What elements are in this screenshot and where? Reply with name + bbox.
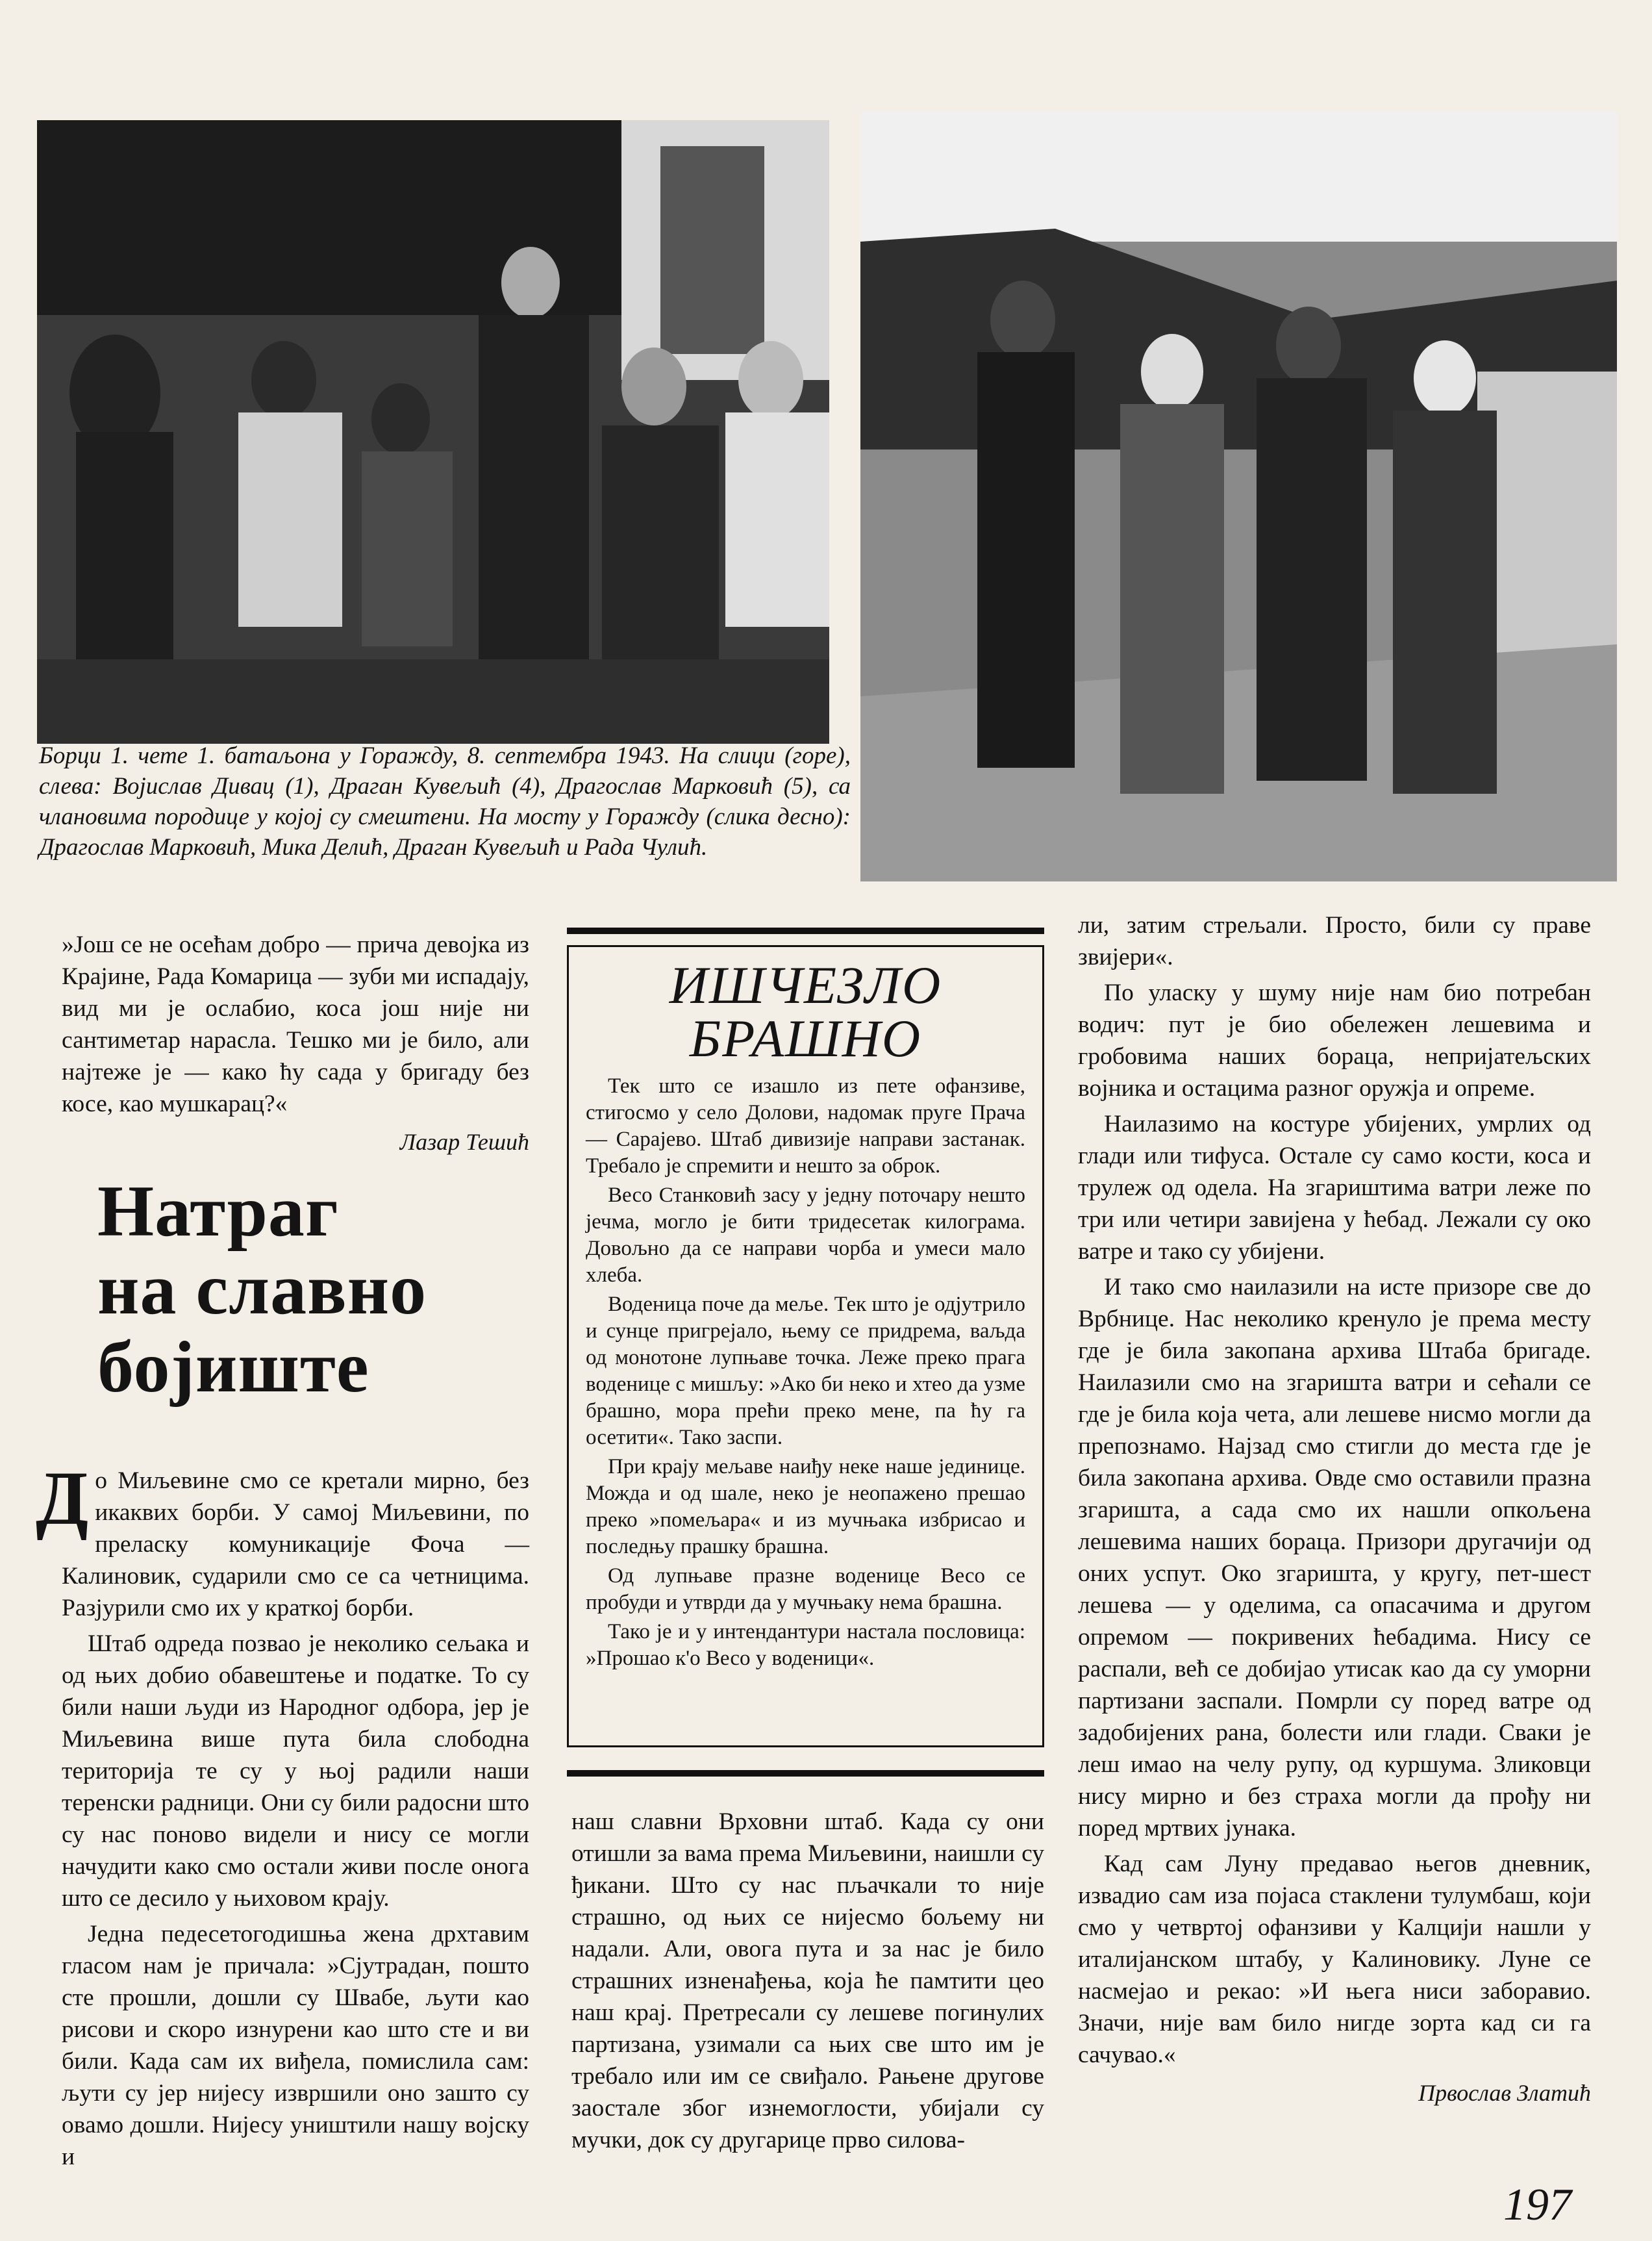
quote-text: »Још се не осећам добро — прича девојка из Крајине, Рада Комарица — зуби ми испадају, вид ми је ослабио, коса још није ни сантиметар нарасла. Тешко ми је било, али најтеже је — како ћу сада у бригаду без косе, као мушкарац?« — [62, 931, 529, 1117]
sidebar-text — [586, 1073, 1025, 1672]
headline-line-3: бојиште — [97, 1327, 369, 1408]
article-paragraph: По уласку у шуму није нам био потребан водич: пут је био обележен лешевима и гробовима наших бораца, непријатељских војника и остацима разног оружја и опреме. — [1078, 980, 1591, 1102]
sidebar-top-rule — [567, 928, 1044, 934]
sidebar-paragraph: Воденица поче да меље. Тек што је одјутрило и сунце пригрејало, њему се придрема, ваљда од монотоне лупњаве точка. Леже преко прага воденице с мишљу: »Ако би неко и хтео да узме брашно, мора прећи преко мене, па ћу га осетити«. Тако заспи. — [586, 1293, 1025, 1449]
sidebar-paragraph: Тек што се изашло из пете офанзиве, стигосмо у село Долови, надомак пруге Прача — Сарајево. Штаб дивизије направи застанак. Требало је спремити и нешто за оброк. — [586, 1074, 1025, 1178]
article-paragraph: И тако смо наилазили на исте призоре све до Врбнице. Нас неколико кренуло је према месту где је била закопана архива Штаба бригаде. Наилазили смо на згаришта ватри и сећали се где је била која чета, али лешеве нисмо могли да препознамо. Најзад смо стигли до места где је била закопана архива. Овде смо оставили празна згаришта, а сада смо их нашли опкољена лешевима наших бораца. Призори другачији од оних успут. Око згаришта, у кругу, пет-шест лешева — у оделима, са опасачима и другом опремом — покривених ћебадима. Нису се распали, већ се добијао утисак као да су уморни партизани заспали. Помрли су поред ватре од задобијених рана, болести или глади. Сваки је леш имао на челу рупу, од куршума. Зликовци нису мирно и без страха могли да прођу ни поред мртвих јунака. — [1078, 1274, 1591, 1842]
headline-line-2: на славно — [97, 1249, 427, 1330]
sidebar-bottom-rule — [567, 1770, 1044, 1777]
photo-caption — [39, 741, 851, 863]
sidebar-paragraph: Од лупњаве празне воденице Весо се пробуди и утврди да у мучњаку нема брашна. — [586, 1564, 1025, 1614]
sidebar-paragraph: Весо Станковић засу у једну поточару нешто јечма, могло је бити тридесетак килограма. Довољно да се направи чорба и умеси мало хлеба. — [586, 1184, 1025, 1287]
headline-line-1: Натраг — [97, 1171, 339, 1252]
photo-bridge-gorazde — [860, 112, 1617, 881]
article-paragraph: Кад сам Луну предавао његов дневник, извадио сам иза појаса стаклени тулумбаш, који смо у четвртој офанзиви у Калцији нашли у италијанском штабу, у Калиновику. Луне се насмејао и рекао: »И њега ниси заборавио. Значи, није вам било нигде зорта кад си га сачувао.« — [1078, 1851, 1591, 2068]
drop-cap: Д — [36, 1456, 89, 1541]
sidebar-title: ИШЧЕЗЛО БРАШНО — [669, 956, 942, 1068]
quote-author: Лазар Тешић — [399, 1129, 529, 1155]
sidebar-paragraph: При крају мељаве наиђу неке наше јединице. Можда и од шале, неко је неопажено прешао преко »помељара« и из мучњака избрисао и последњу прашку брашна. — [586, 1455, 1025, 1558]
article-column-2 — [571, 1806, 1044, 2160]
article-column-1 — [36, 1456, 529, 2177]
quote-block — [62, 929, 529, 1158]
article-paragraph: Једна педесетогодишња жена дрхтавим гласом нам је причала: »Сјутрадан, пошто сте прошли, дошли су Швабе, љути као рисови и скоро изнурени као што сте и ви били. Када сам их виђела, помислила сам: љути су јер нијесу извршили оно зашто су овамо дошли. Нијесу уништили нашу војску и — [62, 1921, 529, 2170]
article-paragraph: наш славни Врховни штаб. Када су они отишли за вама према Миљевини, наишли су ђикани. Што су нас пљачкали то није страшно, од њих се нијесмо бољему ни надали. Али, овога пута и за нас је било страшних изненађења, која ће памтити цео наш крај. Претресали су лешеве погинулих партизана, узимали са њих све што им је требало или им се свиђало. Рањене другове заостале због изнемоглости, убијали су мучки, док су другарице прво силова- — [571, 1808, 1044, 2153]
sidebar-box — [567, 945, 1044, 1747]
article-paragraph: Штаб одреда позвао је неколико сељака и од њих добио обавештење и податке. То су били наши људи из Народног одбора, јер је Миљевина више пута била слободна територија те су у њој радили наши теренски радници. Они су били радосни што су нас поново видели и нису се могли начудити како смо остали живи после онога што се десило у њиховом крају. — [62, 1630, 529, 1912]
photo-group-gorazde — [37, 120, 829, 744]
article-paragraph: ли, затим стрељали. Просто, били су праве звијери«. — [1078, 912, 1591, 970]
article-paragraph: До Миљевине смо се кретали мирно, без икаквих борби. У самој Миљевини, по преласку комуникације Фоча — Калиновик, сударили смо се са четницима. Разјурили смо их у краткој борби. — [36, 1456, 529, 1621]
headline — [97, 1172, 526, 1406]
caption-text: Борци 1. чете 1. батаљона у Горажду, 8. септембра 1943. На слици (горе), слева: Војислав Дивац (1), Драган Кувељић (4), Драгослав Марковић (5), са члановима породице у којој су смештени. На мосту у Горажду (слика десно): Драгослав Марковић, Мика Делић, Драган Кувељић и Рада Чулић. — [39, 742, 851, 861]
article-author: Првослав Златић — [1418, 2080, 1591, 2106]
article-column-3 — [1078, 909, 1591, 2109]
sidebar-paragraph: Тако је и у интендантури настала пословица: »Прошао к'о Весо у воденици«. — [586, 1620, 1025, 1670]
article-paragraph: Наилазимо на костуре убијених, умрлих од глади или тифуса. Остале су само кости, коса и трулеж од одела. На згариштима ватри леже по три или четири завијена у ћебад. Лежали су око ватре и тако су убијени. — [1078, 1111, 1591, 1265]
page-number: 197 — [1503, 2180, 1571, 2230]
